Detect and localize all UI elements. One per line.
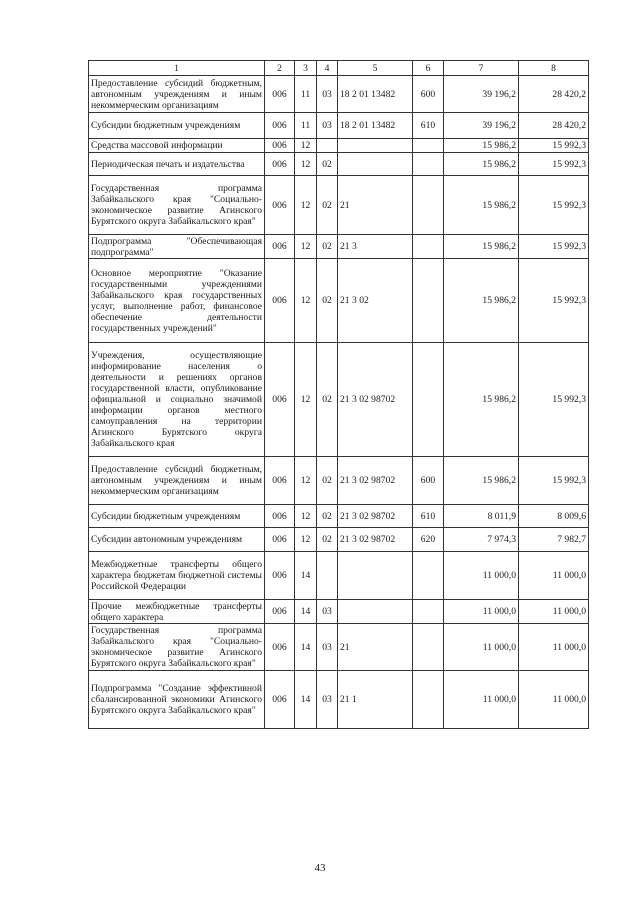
row-grbs: 006 [265, 552, 295, 600]
row-target-article [338, 139, 413, 153]
row-sum-2: 7 982,7 [519, 528, 589, 552]
row-subsection: 02 [317, 457, 338, 505]
row-subsection: 03 [317, 624, 338, 671]
row-subsection [317, 139, 338, 153]
row-grbs: 006 [265, 600, 295, 624]
row-sum-1: 15 986,2 [444, 457, 519, 505]
row-section: 12 [295, 139, 317, 153]
header-col-1: 1 [89, 61, 265, 76]
header-row [89, 61, 589, 76]
row-name: Государственная программа Забайкальского края "Социально-экономическое развитие Агинского Бурятского округа Забайкальского края" [89, 176, 265, 235]
row-subsection: 02 [317, 153, 338, 176]
row-expense-type: 610 [413, 113, 444, 139]
row-target-article: 18 2 01 13482 [338, 76, 413, 113]
header-col-3: 3 [295, 61, 317, 76]
table-row [89, 259, 589, 343]
table-row [89, 528, 589, 552]
row-target-article: 21 3 02 98702 [338, 343, 413, 457]
row-sum-1: 15 986,2 [444, 343, 519, 457]
row-grbs: 006 [265, 113, 295, 139]
table-row [89, 153, 589, 176]
row-target-article: 21 1 [338, 671, 413, 729]
row-sum-1: 15 986,2 [444, 176, 519, 235]
row-name: Основное мероприятие "Оказание государственными учреждениями Забайкальского края государственных услуг, выполнение работ, финансовое обеспечение деятельности государственных учреждений" [89, 259, 265, 343]
row-sum-2: 11 000,0 [519, 624, 589, 671]
row-name: Субсидии бюджетным учреждениям [89, 113, 265, 139]
table-row [89, 76, 589, 113]
table-row [89, 457, 589, 505]
row-name: Подпрограмма "Обеспечивающая подпрограмма" [89, 235, 265, 259]
row-expense-type: 610 [413, 505, 444, 528]
table-row [89, 343, 589, 457]
row-target-article: 21 3 02 98702 [338, 505, 413, 528]
row-grbs: 006 [265, 235, 295, 259]
row-section: 11 [295, 113, 317, 139]
row-sum-1: 11 000,0 [444, 600, 519, 624]
row-grbs: 006 [265, 153, 295, 176]
row-sum-1: 39 196,2 [444, 113, 519, 139]
row-section: 14 [295, 552, 317, 600]
row-subsection: 02 [317, 235, 338, 259]
row-subsection: 02 [317, 505, 338, 528]
header-col-8: 8 [519, 61, 589, 76]
row-sum-2: 11 000,0 [519, 671, 589, 729]
row-subsection [317, 552, 338, 600]
row-target-article: 21 3 02 [338, 259, 413, 343]
row-target-article [338, 153, 413, 176]
table-row [89, 624, 589, 671]
row-name: Предоставление субсидий бюджетным, автономным учреждениям и иным некоммерческим организациям [89, 457, 265, 505]
table-row [89, 552, 589, 600]
header-col-6: 6 [413, 61, 444, 76]
row-sum-1: 15 986,2 [444, 259, 519, 343]
row-sum-1: 11 000,0 [444, 552, 519, 600]
row-expense-type: 600 [413, 76, 444, 113]
table-row [89, 176, 589, 235]
row-expense-type [413, 600, 444, 624]
row-sum-1: 15 986,2 [444, 139, 519, 153]
row-sum-1: 15 986,2 [444, 153, 519, 176]
row-grbs: 006 [265, 457, 295, 505]
row-sum-2: 28 420,2 [519, 113, 589, 139]
row-grbs: 006 [265, 343, 295, 457]
table-row [89, 671, 589, 729]
row-subsection: 02 [317, 528, 338, 552]
row-expense-type [413, 671, 444, 729]
row-grbs: 006 [265, 176, 295, 235]
row-sum-1: 39 196,2 [444, 76, 519, 113]
row-sum-2: 15 992,3 [519, 139, 589, 153]
row-section: 12 [295, 176, 317, 235]
row-target-article: 21 3 [338, 235, 413, 259]
row-expense-type [413, 552, 444, 600]
row-subsection: 02 [317, 176, 338, 235]
page-number: 43 [314, 862, 326, 874]
row-grbs: 006 [265, 528, 295, 552]
row-expense-type: 600 [413, 457, 444, 505]
row-subsection: 02 [317, 259, 338, 343]
row-target-article [338, 552, 413, 600]
row-sum-1: 8 011,9 [444, 505, 519, 528]
row-grbs: 006 [265, 259, 295, 343]
row-target-article: 21 3 02 98702 [338, 528, 413, 552]
row-expense-type [413, 624, 444, 671]
row-subsection: 02 [317, 343, 338, 457]
header-col-4: 4 [317, 61, 338, 76]
row-target-article: 21 3 02 98702 [338, 457, 413, 505]
row-sum-2: 15 992,3 [519, 235, 589, 259]
table-row [89, 505, 589, 528]
row-sum-2: 15 992,3 [519, 457, 589, 505]
row-section: 14 [295, 600, 317, 624]
row-section: 12 [295, 259, 317, 343]
row-subsection: 03 [317, 76, 338, 113]
row-section: 12 [295, 153, 317, 176]
header-col-5: 5 [338, 61, 413, 76]
row-expense-type [413, 153, 444, 176]
row-section: 11 [295, 76, 317, 113]
row-sum-1: 11 000,0 [444, 624, 519, 671]
budget-table [88, 60, 589, 729]
table-row [89, 235, 589, 259]
row-sum-2: 28 420,2 [519, 76, 589, 113]
row-section: 12 [295, 528, 317, 552]
row-expense-type: 620 [413, 528, 444, 552]
row-sum-1: 11 000,0 [444, 671, 519, 729]
row-sum-2: 15 992,3 [519, 259, 589, 343]
row-target-article: 21 [338, 624, 413, 671]
table-row [89, 139, 589, 153]
table-row [89, 600, 589, 624]
row-grbs: 006 [265, 671, 295, 729]
row-section: 12 [295, 235, 317, 259]
row-subsection: 03 [317, 671, 338, 729]
row-name: Субсидии бюджетным учреждениям [89, 505, 265, 528]
row-name: Прочие межбюджетные трансферты общего характера [89, 600, 265, 624]
table-row [89, 113, 589, 139]
row-grbs: 006 [265, 76, 295, 113]
row-name: Подпрограмма "Создание эффективной сбалансированной экономики Агинского Бурятского округа Забайкальского края" [89, 671, 265, 729]
row-subsection: 03 [317, 600, 338, 624]
row-sum-2: 15 992,3 [519, 153, 589, 176]
row-target-article [338, 600, 413, 624]
row-section: 12 [295, 343, 317, 457]
row-expense-type [413, 176, 444, 235]
row-sum-1: 7 974,3 [444, 528, 519, 552]
row-section: 12 [295, 505, 317, 528]
row-section: 14 [295, 671, 317, 729]
row-expense-type [413, 235, 444, 259]
row-subsection: 03 [317, 113, 338, 139]
row-name: Средства массовой информации [89, 139, 265, 153]
row-name: Учреждения, осуществляющие информирование населения о деятельности и решениях органов государственной власти, опубликование официальной и социально значимой информации органов местного самоуправления на территории Агинского Бурятского округа Забайкальского края [89, 343, 265, 457]
row-name: Субсидии автономным учреждениям [89, 528, 265, 552]
header-col-2: 2 [265, 61, 295, 76]
row-section: 14 [295, 624, 317, 671]
row-expense-type [413, 259, 444, 343]
row-name: Периодическая печать и издательства [89, 153, 265, 176]
row-name: Межбюджетные трансферты общего характера бюджетам бюджетной системы Российской Федерации [89, 552, 265, 600]
row-expense-type [413, 139, 444, 153]
row-name: Государственная программа Забайкальского края "Социально-экономическое развитие Агинского Бурятского округа Забайкальского края" [89, 624, 265, 671]
row-sum-2: 8 009,6 [519, 505, 589, 528]
row-section: 12 [295, 457, 317, 505]
row-sum-2: 15 992,3 [519, 176, 589, 235]
row-name: Предоставление субсидий бюджетным, автономным учреждениям и иным некоммерческим организациям [89, 76, 265, 113]
row-target-article: 18 2 01 13482 [338, 113, 413, 139]
row-sum-2: 11 000,0 [519, 552, 589, 600]
row-sum-1: 15 986,2 [444, 235, 519, 259]
row-sum-2: 11 000,0 [519, 600, 589, 624]
row-expense-type [413, 343, 444, 457]
header-col-7: 7 [444, 61, 519, 76]
row-sum-2: 15 992,3 [519, 343, 589, 457]
row-target-article: 21 [338, 176, 413, 235]
row-grbs: 006 [265, 624, 295, 671]
row-grbs: 006 [265, 139, 295, 153]
row-grbs: 006 [265, 505, 295, 528]
